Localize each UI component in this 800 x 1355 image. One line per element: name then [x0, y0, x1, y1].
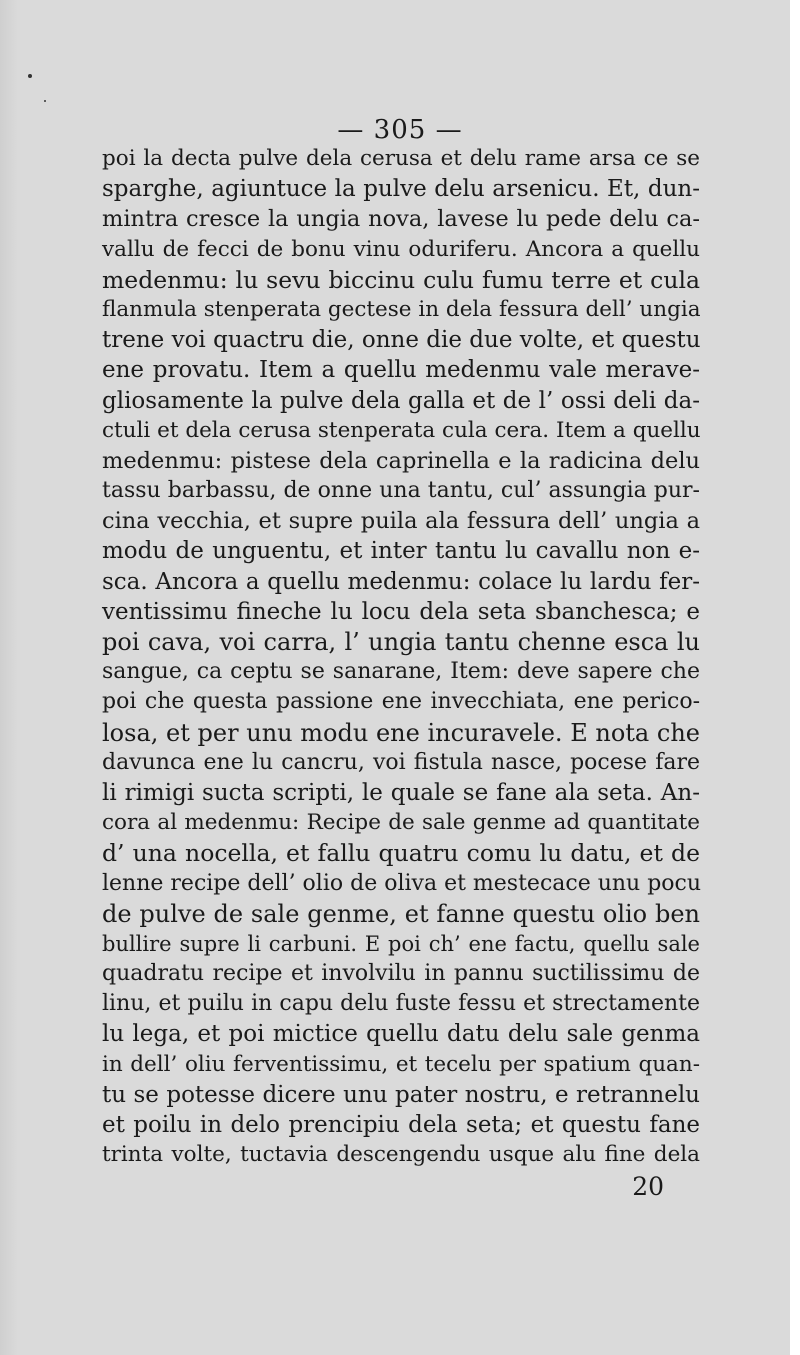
text-line: poi cava, voi carra, l’ ungia tantu chenne esca lu — [102, 628, 700, 656]
text-line: tu se potesse dicere unu pater nostru, e retrannelu — [102, 1081, 700, 1108]
text-line: vallu de fecci de bonu vinu oduriferu. Ancora a quellu — [102, 236, 700, 262]
text-line: cora al medenmu: Recipe de sale genme ad quantitate — [102, 810, 700, 836]
text-line: modu de unguentu, et inter tantu lu cavallu non e- — [102, 538, 700, 565]
text-line: ventissimu fineche lu locu dela seta sbanchesca; e — [102, 598, 700, 625]
text-line: et poilu in delo prencipiu dela seta; et questu fane — [102, 1112, 700, 1138]
signature-mark: 20 — [632, 1172, 664, 1201]
text-line: de pulve de sale genme, et fanne questu olio ben — [102, 899, 700, 928]
page-edge — [790, 0, 800, 1355]
text-line: ene provatu. Item a quellu medenmu vale merave- — [102, 357, 700, 384]
text-line: ctuli et dela cerusa stenperata cula cera. Item a quellu — [102, 417, 701, 443]
text-line: lu lega, et poi mictice quellu datu delu sale genma — [102, 1021, 700, 1048]
text-line: bullire supre li carbuni. E poi ch’ ene factu, quellu sale — [102, 931, 700, 956]
text-line: d’ una nocella, et fallu quatru comu lu datu, et de — [102, 839, 700, 868]
text-line: sca. Ancora a quellu medenmu: colace lu lardu fer- — [102, 568, 700, 595]
text-line: cina vecchia, et supre puila ala fessura dell’ ungia a — [102, 508, 700, 535]
text-line: lenne recipe dell’ olio de oliva et mestecace unu pocu — [102, 870, 702, 896]
body-text — [102, 144, 700, 1170]
text-line: tassu barbassu, de onne una tantu, cul’ assungia pur- — [102, 478, 700, 504]
text-line: poi che questa passione ene invecchiata, ene perico- — [102, 689, 700, 715]
page-number-header: — 305 — — [337, 115, 463, 145]
text-line: linu, et puilu in capu delu fuste fessu et strectamente — [102, 991, 700, 1017]
text-line: mintra cresce la ungia nova, lavese lu pede delu ca- — [102, 206, 700, 233]
text-line: gliosamente la pulve dela galla et de l’ ossi deli da- — [102, 387, 700, 414]
text-line: sparghe, agiuntuce la pulve delu arsenicu. Et, dun- — [102, 176, 700, 203]
text-line: medenmu: lu sevu biccinu culu fumu terre et cula — [102, 265, 700, 294]
ink-speck — [28, 74, 32, 78]
page-gutter-shadow — [0, 0, 18, 1355]
text-line: poi la decta pulve dela cerusa et delu rame arsa ce se — [102, 146, 700, 171]
text-line: medenmu: pistese dela caprinella e la radicina delu — [102, 447, 700, 474]
text-line: trene voi quactru die, onne die due volte, et questu — [102, 327, 701, 354]
text-line: trinta volte, tuctavia descengendu usque alu fine dela — [102, 1142, 700, 1168]
text-line: davunca ene lu cancru, voi fistula nasce, pocese fare — [102, 749, 700, 775]
text-line: in dell’ oliu ferventissimu, et tecelu per spatium quan- — [102, 1051, 700, 1077]
text-line: flanmula stenperata gectese in dela fessura dell’ ungia — [102, 296, 701, 322]
text-line: li rimigi sucta scripti, le quale se fane ala seta. An- — [102, 779, 700, 806]
text-line: losa, et per unu modu ene incuravele. E nota che — [102, 718, 700, 747]
text-line: sangue, ca ceptu se sanarane, Item: deve sapere che — [102, 659, 700, 685]
ink-speck — [44, 100, 46, 102]
text-line: quadratu recipe et involvilu in pannu suctilissimu de — [102, 961, 700, 987]
